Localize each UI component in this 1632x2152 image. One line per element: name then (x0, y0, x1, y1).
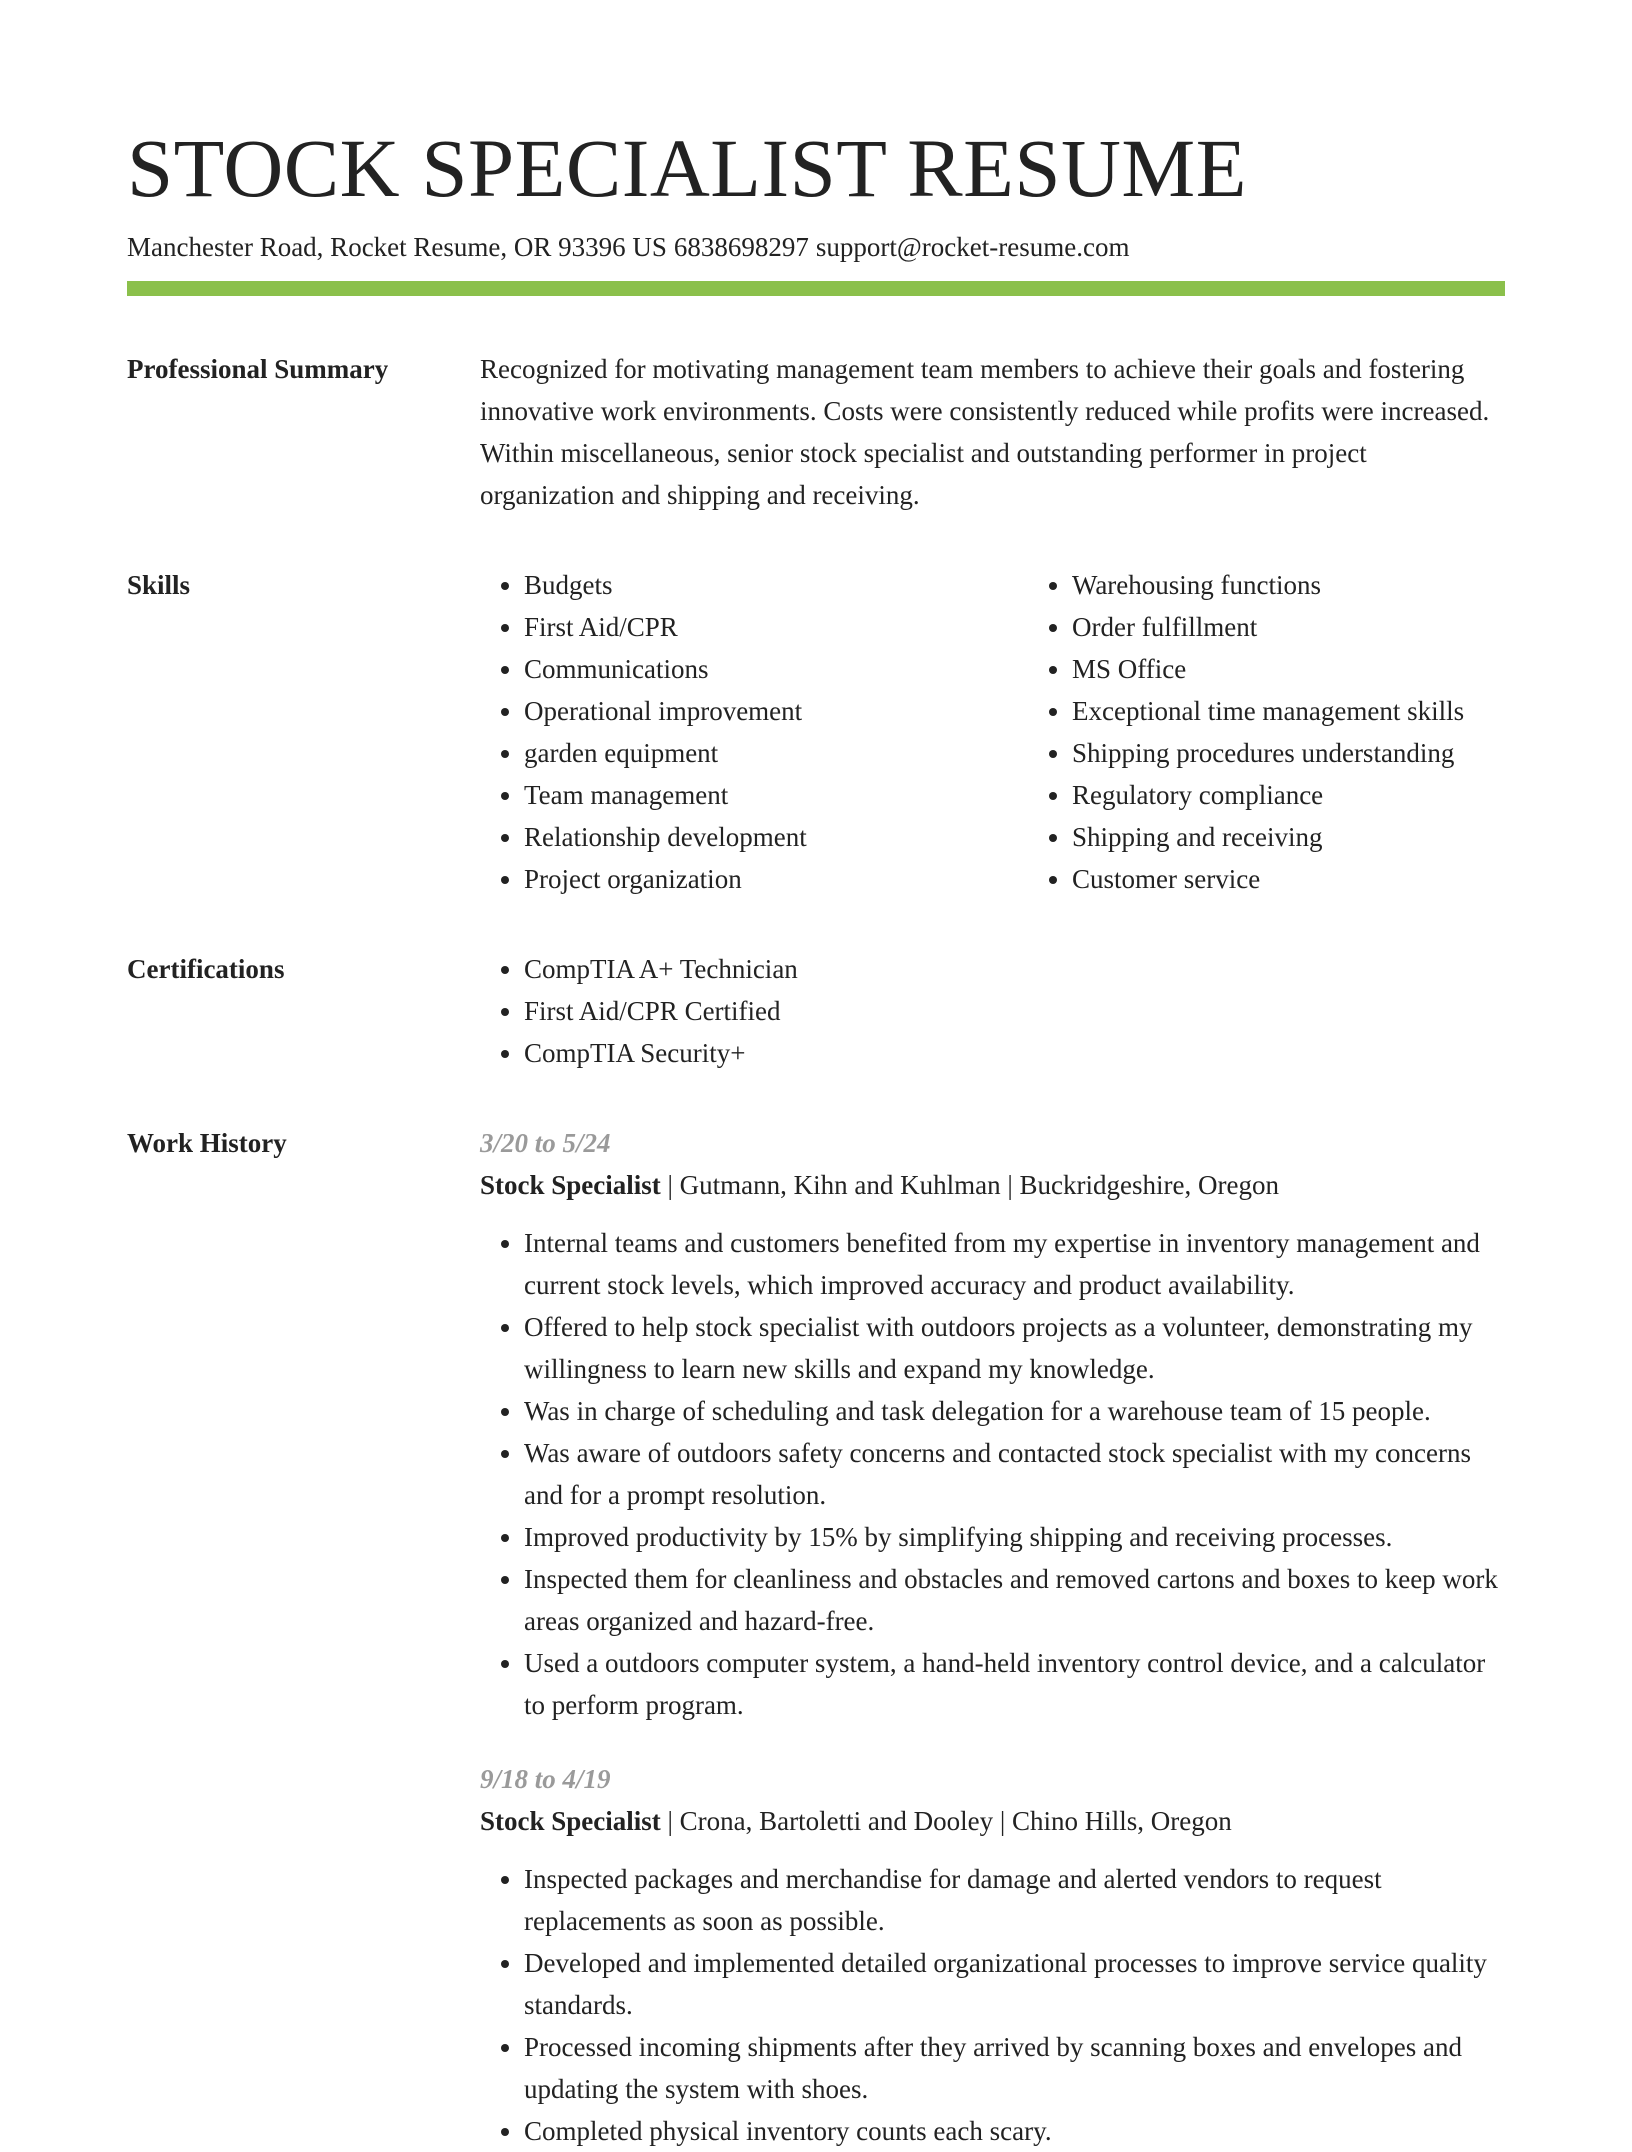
section-work-history (127, 1122, 1505, 2152)
job-bullet: • Used a outdoors computer system, a hand-held inventory control device, and a calculator to perform program. (524, 1642, 1505, 1726)
section-certifications (127, 948, 1505, 1074)
job-bullet: • Was in charge of scheduling and task delegation for a warehouse team of 15 people. (524, 1390, 1505, 1432)
skill-item: • Customer service (1072, 858, 1505, 900)
job-bullet: • Inspected them for cleanliness and obstacles and removed cartons and boxes to keep work areas organized and hazard-free. (524, 1558, 1505, 1642)
job-bullet: • Improved productivity by 15% by simplifying shipping and receiving processes. (524, 1516, 1505, 1558)
job-bullet: • Inspected packages and merchandise for damage and alerted vendors to request replacements as soon as possible. (524, 1858, 1505, 1942)
section-label-certifications: Certifications (127, 954, 285, 984)
job-bullet: • Internal teams and customers benefited from my expertise in inventory management and current stock levels, which improved accuracy and product availability. (524, 1222, 1505, 1306)
job-heading (480, 1800, 1505, 1842)
skill-item: • Shipping procedures understanding (1072, 732, 1505, 774)
skills-content (480, 564, 1505, 900)
skill-item: • garden equipment (524, 732, 1028, 774)
job-bullet: • Offered to help stock specialist with outdoors projects as a volunteer, demonstrating my willingness to learn new skills and expand my knowledge. (524, 1306, 1505, 1390)
skill-item: • Project organization (524, 858, 1028, 900)
skill-item: • Order fulfillment (1072, 606, 1505, 648)
summary-content (480, 348, 1505, 516)
skill-item: • Warehousing functions (1072, 564, 1505, 606)
certification-item: • First Aid/CPR Certified (524, 990, 1505, 1032)
accent-divider (127, 281, 1505, 296)
work-history-content (480, 1122, 1505, 2152)
job-dates: 3/20 to 5/24 (480, 1128, 611, 1158)
skills-list-right (1028, 564, 1505, 900)
skill-item: • Relationship development (524, 816, 1028, 858)
resume-page (127, 120, 1505, 2152)
skill-item: • MS Office (1072, 648, 1505, 690)
job-entry (480, 1122, 1505, 1726)
certifications-content (480, 948, 1505, 1074)
resume-title: STOCK SPECIALIST RESUME (127, 122, 1247, 214)
section-summary (127, 348, 1505, 516)
skill-item: • First Aid/CPR (524, 606, 1028, 648)
job-bullets (480, 1222, 1505, 1726)
summary-text: Recognized for motivating management team members to achieve their goals and fostering innovative work environments. Costs were consistently reduced while profits were increased. Within miscellaneous, senior stock specialist and outstanding performer in project organization and shipping and receiving. (480, 354, 1490, 510)
job-title: Stock Specialist (480, 1170, 661, 1200)
skills-list-left (480, 564, 1028, 900)
skill-item: • Communications (524, 648, 1028, 690)
skill-item: • Budgets (524, 564, 1028, 606)
contact-address: Manchester Road, Rocket Resume, OR 93396 US (127, 232, 667, 262)
skill-item: • Shipping and receiving (1072, 816, 1505, 858)
certification-item: • CompTIA Security+ (524, 1032, 1505, 1074)
skill-item: • Team management (524, 774, 1028, 816)
section-label-skills: Skills (127, 570, 191, 600)
section-label-summary: Professional Summary (127, 354, 389, 384)
contact-line (127, 230, 1505, 264)
job-title: Stock Specialist (480, 1806, 661, 1836)
skill-item: • Exceptional time management skills (1072, 690, 1505, 732)
skill-item: • Operational improvement (524, 690, 1028, 732)
certifications-list (480, 948, 1505, 1074)
job-bullet: • Developed and implemented detailed organizational processes to improve service quality standards. (524, 1942, 1505, 2026)
job-employer-location: | Gutmann, Kihn and Kuhlman | Buckridgeshire, Oregon (660, 1170, 1279, 1200)
section-skills (127, 564, 1505, 900)
section-label-work-history: Work History (127, 1128, 287, 1158)
job-bullet: • Processed incoming shipments after they arrived by scanning boxes and envelopes and updating the system with shoes. (524, 2026, 1505, 2110)
job-heading (480, 1164, 1505, 1206)
job-bullet: • Completed physical inventory counts each scary. (524, 2110, 1505, 2152)
contact-phone: 6838698297 (673, 232, 809, 262)
contact-email: support@rocket-resume.com (815, 232, 1130, 262)
skill-item: • Regulatory compliance (1072, 774, 1505, 816)
job-bullets (480, 1858, 1505, 2152)
certification-item: • CompTIA A+ Technician (524, 948, 1505, 990)
job-entry (480, 1758, 1505, 2152)
job-employer-location: | Crona, Bartoletti and Dooley | Chino Hills, Oregon (660, 1806, 1232, 1836)
job-dates: 9/18 to 4/19 (480, 1764, 611, 1794)
job-bullet: • Was aware of outdoors safety concerns and contacted stock specialist with my concerns and for a prompt resolution. (524, 1432, 1505, 1516)
